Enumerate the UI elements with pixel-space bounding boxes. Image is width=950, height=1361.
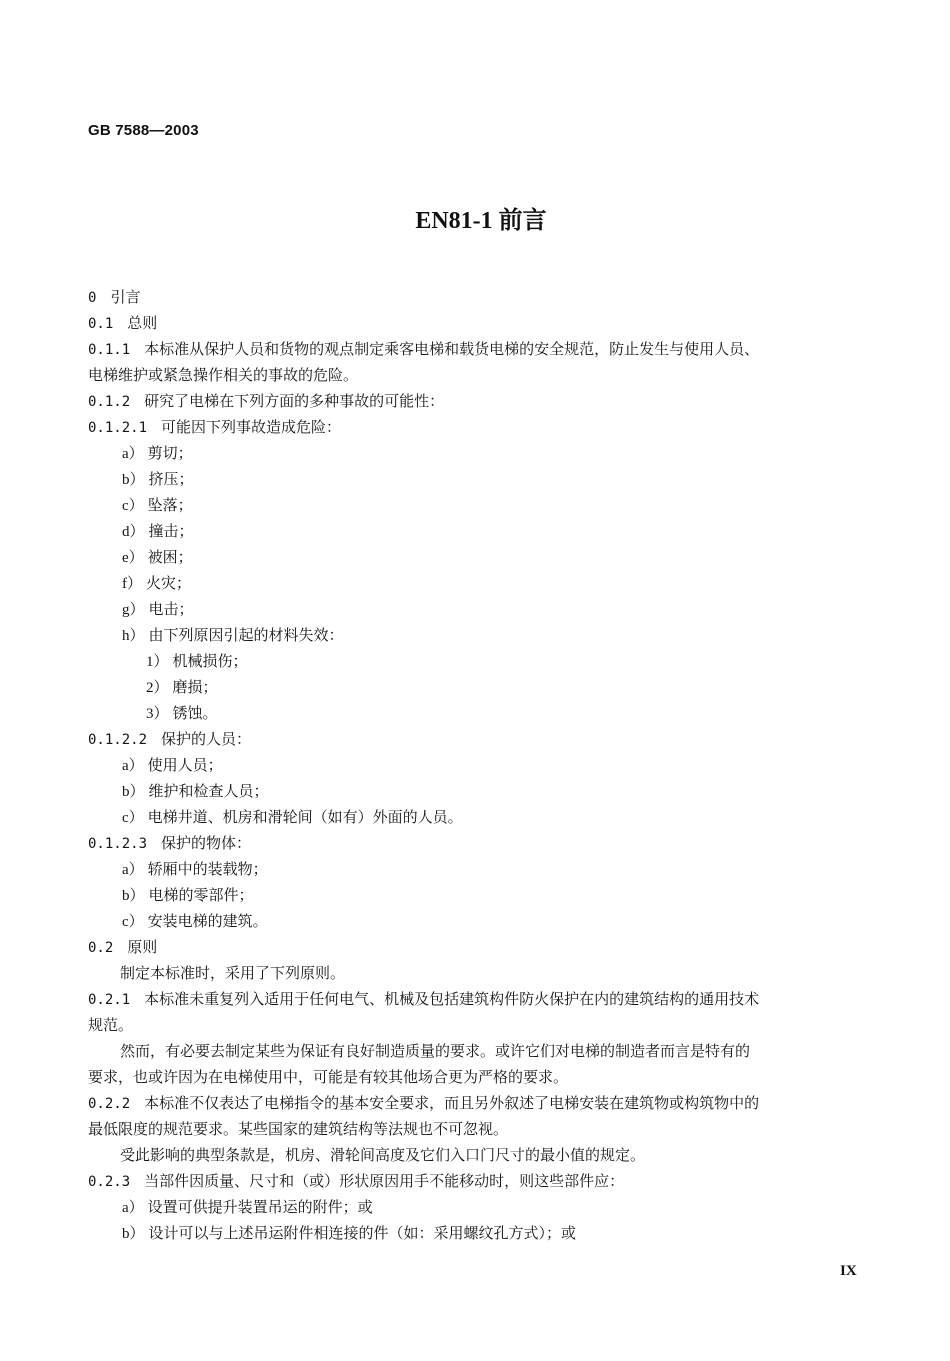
list-item <box>88 596 878 622</box>
item-text: 磨损； <box>172 678 218 696</box>
item-label: e） <box>122 550 144 566</box>
paragraph: 制定本标准时，采用了下列原则。 <box>120 964 346 982</box>
clause-number: 0.2.1 <box>88 992 131 1008</box>
clause-text: 保护的物体： <box>161 834 252 852</box>
title-text: EN81-1 前言 <box>415 208 547 234</box>
clause-number: 0.1.2.1 <box>88 420 148 436</box>
item-text: 剪切； <box>147 444 193 462</box>
clause-number: 0.2.3 <box>88 1174 131 1190</box>
item-label: f） <box>122 576 142 592</box>
page-number: IX <box>840 1263 857 1279</box>
clause-0-1-1 <box>88 336 878 362</box>
item-text: 电击； <box>148 600 194 618</box>
clause-number: 0.1.2.3 <box>88 836 148 852</box>
item-label: g） <box>122 602 145 618</box>
item-label: 2） <box>146 680 169 696</box>
item-label: c） <box>122 914 144 930</box>
clause-0-2-1 <box>88 986 878 1012</box>
sub-list-item <box>88 648 878 674</box>
item-label: h） <box>122 628 145 644</box>
item-text: 电梯井道、机房和滑轮间（如有）外面的人员。 <box>147 808 463 826</box>
clause-text: 本标准不仅表达了电梯指令的基本安全要求，而且另外叙述了电梯安装在建筑物或构筑物中的 <box>144 1094 760 1112</box>
clause-text: 本标准从保护人员和货物的观点制定乘客电梯和载货电梯的安全规范，防止发生与使用人员、 <box>144 340 760 358</box>
sub-list-item <box>88 700 878 726</box>
list-item <box>88 440 878 466</box>
item-label: d） <box>122 524 145 540</box>
list-item <box>88 570 878 596</box>
clause-0-2-2-continuation: 最低限度的规范要求。某些国家的建筑结构等法规也不可忽视。 <box>88 1120 509 1138</box>
clause-number: 0.2 <box>88 940 114 956</box>
item-text: 被困； <box>147 548 193 566</box>
section-heading-0-2 <box>88 934 878 960</box>
clause-0-2-2 <box>88 1090 878 1116</box>
document-body <box>88 284 878 1246</box>
section-heading-0 <box>88 284 878 310</box>
list-item <box>88 544 878 570</box>
clause-0-1-2-1 <box>88 414 878 440</box>
item-label: b） <box>122 1226 145 1242</box>
item-text: 设计可以与上述吊运附件相连接的件（如：采用螺纹孔方式）；或 <box>148 1224 577 1242</box>
item-label: b） <box>122 472 145 488</box>
item-label: a） <box>122 446 144 462</box>
clause-0-2-1-continuation: 规范。 <box>88 1016 134 1034</box>
clause-text: 本标准未重复列入适用于任何电气、机械及包括建筑构件防火保护在内的建筑结构的通用技术 <box>144 990 760 1008</box>
item-label: a） <box>122 758 144 774</box>
clause-number: 0 <box>88 290 97 306</box>
clause-0-1-1-continuation: 电梯维护或紧急操作相关的事故的危险。 <box>88 366 359 384</box>
list-item <box>88 1194 878 1220</box>
clause-text: 当部件因质量、尺寸和（或）形状原因用手不能移动时，则这些部件应： <box>144 1172 625 1190</box>
item-label: a） <box>122 862 144 878</box>
list-item <box>88 856 878 882</box>
item-text: 坠落； <box>147 496 193 514</box>
paragraph-line: 要求，也或许因为在电梯使用中，可能是有较其他场合更为严格的要求。 <box>88 1068 569 1086</box>
list-item <box>88 466 878 492</box>
list-item <box>88 752 878 778</box>
item-text: 锈蚀。 <box>172 704 218 722</box>
clause-text: 研究了电梯在下列方面的多种事故的可能性： <box>144 392 445 410</box>
list-item <box>88 622 878 648</box>
clause-0-1-2 <box>88 388 878 414</box>
item-text: 使用人员； <box>147 756 223 774</box>
item-text: 机械损伤； <box>172 652 248 670</box>
item-text: 撞击； <box>148 522 194 540</box>
paragraph: 受此影响的典型条款是，机房、滑轮间高度及它们入口门尺寸的最小值的规定。 <box>120 1146 646 1164</box>
clause-number: 0.1.2.2 <box>88 732 148 748</box>
clause-title: 总则 <box>127 314 158 332</box>
item-text: 安装电梯的建筑。 <box>147 912 268 930</box>
item-label: 1） <box>146 654 169 670</box>
sub-list-item <box>88 674 878 700</box>
clause-0-2-3 <box>88 1168 878 1194</box>
list-item <box>88 882 878 908</box>
item-label: a） <box>122 1200 144 1216</box>
clause-number: 0.2.2 <box>88 1096 131 1112</box>
item-text: 由下列原因引起的材料失效： <box>148 626 344 644</box>
item-label: c） <box>122 498 144 514</box>
clause-title: 引言 <box>110 288 141 306</box>
item-text: 挤压； <box>148 470 194 488</box>
item-text: 电梯的零部件； <box>148 886 254 904</box>
list-item <box>88 804 878 830</box>
item-text: 设置可供提升装置吊运的附件；或 <box>147 1198 373 1216</box>
standard-number-header: GB 7588—2003 <box>88 122 199 139</box>
item-label: 3） <box>146 706 169 722</box>
item-text: 火灾； <box>146 574 192 592</box>
list-item <box>88 518 878 544</box>
clause-text: 可能因下列事故造成危险： <box>161 418 342 436</box>
page-title <box>0 200 950 235</box>
clause-title: 原则 <box>127 938 158 956</box>
item-label: b） <box>122 888 145 904</box>
item-label: b） <box>122 784 145 800</box>
clause-0-1-2-3 <box>88 830 878 856</box>
list-item <box>88 1220 878 1246</box>
clause-number: 0.1.1 <box>88 342 131 358</box>
list-item <box>88 492 878 518</box>
item-label: c） <box>122 810 144 826</box>
clause-0-1-2-2 <box>88 726 878 752</box>
clause-number: 0.1.2 <box>88 394 131 410</box>
paragraph-line: 然而，有必要去制定某些为保证有良好制造质量的要求。或许它们对电梯的制造者而言是特有的 <box>120 1042 751 1060</box>
clause-number: 0.1 <box>88 316 114 332</box>
section-heading-0-1 <box>88 310 878 336</box>
item-text: 维护和检查人员； <box>148 782 269 800</box>
list-item <box>88 778 878 804</box>
clause-text: 保护的人员： <box>161 730 252 748</box>
item-text: 轿厢中的装载物； <box>147 860 268 878</box>
list-item <box>88 908 878 934</box>
